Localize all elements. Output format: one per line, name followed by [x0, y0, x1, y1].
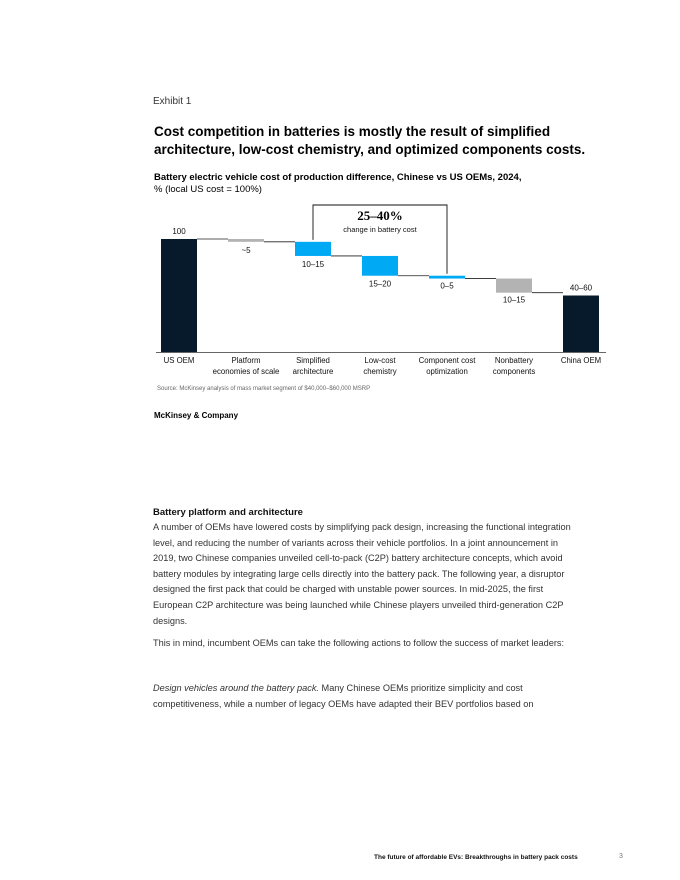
bar-4: [362, 256, 398, 276]
x-tick-label: US OEM: [163, 356, 195, 365]
bracket-caption: change in battery cost: [343, 225, 417, 234]
bar-value-label: 10–15: [301, 259, 325, 269]
bracket-value: 25–40%: [357, 208, 403, 223]
bar-value-label: 10–15: [502, 295, 526, 305]
x-tick-label: architecture: [292, 367, 334, 376]
x-tick-label: China OEM: [560, 356, 602, 365]
footer-title: The future of affordable EVs: Breakthroughs in battery pack costs: [374, 854, 578, 861]
bar-value-label: 15–20: [368, 279, 392, 289]
x-tick-label: Platform: [231, 356, 261, 365]
bar-value-label: 40–60: [569, 283, 593, 293]
chart-title-unit: % (local US cost = 100%): [154, 184, 262, 195]
paragraph-architecture: A number of OEMs have lowered costs by simplifying pack design, increasing the functional integration level, and reducing the number of variants across their vehicle portfolios. In a joint announcement in 2019, two Chinese companies unveiled cell-to-pack (C2P) battery architecture concepts, which avoid battery modules by integrating large cells directly into the battery pack. The following year, a disruptor designed the first pack that could be charged with unstable power sources. In mid-2025, the first European C2P architecture was being launched while Chinese players unveiled third-generation C2P designs.: [153, 522, 571, 626]
x-tick-label: economies of scale: [212, 367, 280, 376]
paragraph-body: Many Chinese OEMs prioritize simplicity and cost competitiveness, while a number of legacy OEMs have adapted their BEV portfolios based on: [153, 683, 534, 709]
x-tick-label: components: [492, 367, 536, 376]
bar-value-label: 100: [172, 227, 186, 236]
x-tick-label: chemistry: [363, 367, 397, 376]
bar-3: [295, 242, 331, 256]
bar-5: [429, 276, 465, 279]
x-tick-label: Low-cost: [364, 356, 396, 365]
bar-6: [496, 279, 532, 293]
page-headline: Cost competition in batteries is mostly the result of simplified architecture, low-cost chemistry, and optimized components costs.: [154, 124, 586, 157]
waterfall-chart: [0, 0, 680, 400]
brand-name: McKinsey & Company: [154, 411, 239, 420]
paragraph-design-vehicles: [153, 681, 583, 712]
bar-7: [563, 296, 599, 353]
page-number: 3: [619, 853, 623, 860]
x-tick-label: Simplified: [296, 356, 330, 365]
paragraph-actions-intro: This in mind, incumbent OEMs can take the following actions to follow the success of market leaders:: [153, 638, 565, 648]
bar-value-label: 0–5: [440, 281, 454, 291]
x-tick-label: optimization: [426, 367, 468, 376]
section-heading: Battery platform and architecture: [153, 507, 303, 518]
exhibit-label: Exhibit 1: [153, 96, 192, 107]
x-tick-label: Nonbattery: [494, 356, 534, 365]
x-tick-label: Component cost: [418, 356, 476, 365]
paragraph-lead-italic: Design vehicles around the battery pack.: [153, 683, 319, 693]
bar-value-label: ~5: [241, 245, 251, 255]
bar-2: [228, 239, 264, 242]
bar-1: [161, 239, 197, 352]
chart-source: Source: McKinsey analysis of mass market segment of $40,000–$60,000 MSRP: [157, 386, 371, 392]
chart-title-bold: Battery electric vehicle cost of production difference, Chinese vs US OEMs, 2024,: [154, 172, 522, 183]
